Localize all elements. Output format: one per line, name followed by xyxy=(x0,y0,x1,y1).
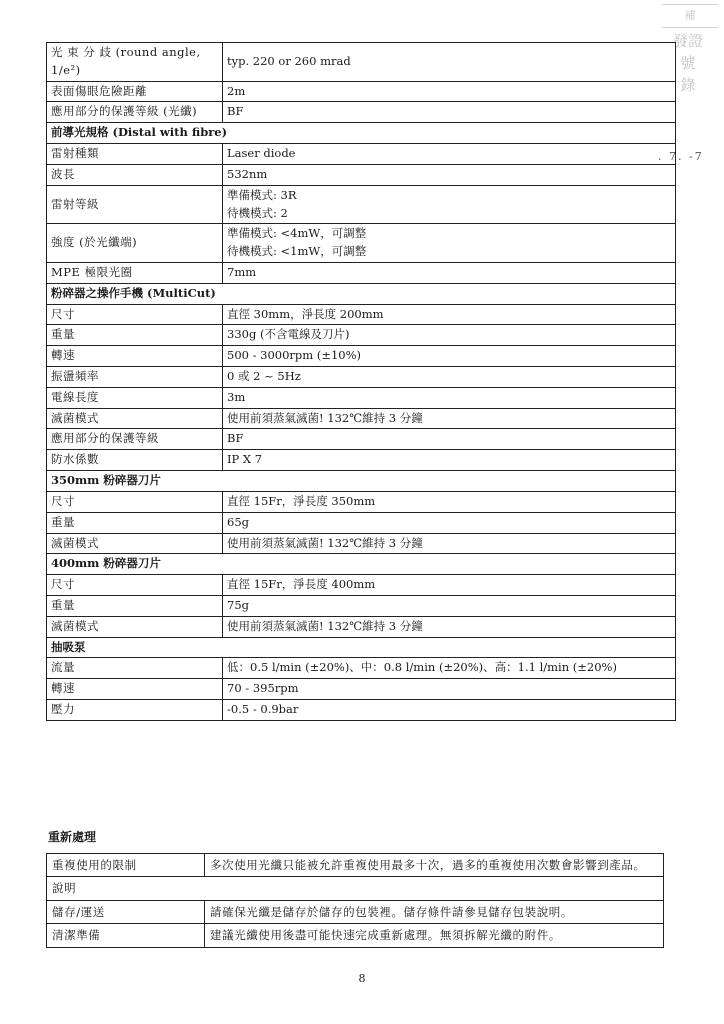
table-row xyxy=(47,450,676,471)
row-value xyxy=(223,224,676,263)
row-value: 使用前須蒸氣滅菌! 132℃維持 3 分鐘 xyxy=(223,616,676,637)
table-row xyxy=(47,877,664,900)
table-row xyxy=(47,81,676,102)
table-row xyxy=(47,164,676,185)
row-label: 說明 xyxy=(47,877,664,900)
table-row xyxy=(47,262,676,283)
row-value: 3m xyxy=(223,387,676,408)
row-value: -0.5 - 0.9bar xyxy=(223,700,676,721)
margin-note: . 7. -7 xyxy=(658,150,704,163)
row-label: 雷射種類 xyxy=(47,144,223,165)
reprocessing-table xyxy=(46,853,664,948)
row-label: 轉速 xyxy=(47,346,223,367)
table-row xyxy=(47,854,664,877)
table-row xyxy=(47,575,676,596)
table-row xyxy=(47,616,676,637)
row-label: 儲存/運送 xyxy=(47,900,205,923)
row-label: 應用部分的保護等級 (光纖) xyxy=(47,102,223,123)
row-value: 500 - 3000rpm (±10%) xyxy=(223,346,676,367)
row-value: 2m xyxy=(223,81,676,102)
row-label: 雷射等級 xyxy=(47,185,223,224)
row-label: 清潔準備 xyxy=(47,924,205,947)
row-value: 直徑 15Fr，淨長度 400mm xyxy=(223,575,676,596)
row-value: 70 - 395rpm xyxy=(223,679,676,700)
table-row xyxy=(47,387,676,408)
row-value-line: 待機模式: 2 xyxy=(227,205,288,220)
table-row xyxy=(47,900,664,923)
row-value: 直徑 30mm，淨長度 200mm xyxy=(223,304,676,325)
table-row xyxy=(47,924,664,947)
row-value: 建議光纖使用後盡可能快速完成重新處理。無須拆解光纖的附件。 xyxy=(205,924,664,947)
row-value-line: 準備模式: 3R xyxy=(227,187,297,202)
row-value: 低：0.5 l/min (±20%)、中：0.8 l/min (±20%)、高：1.1 l/min (±20%) xyxy=(223,658,676,679)
section-title: 粉碎器之操作手機 (MultiCut) xyxy=(47,283,676,304)
row-value: 330g (不含電線及刀片) xyxy=(223,325,676,346)
stamp-top: 補 xyxy=(662,4,718,28)
row-label: 應用部分的保護等級 xyxy=(47,429,223,450)
table-row xyxy=(47,429,676,450)
row-label: 波長 xyxy=(47,164,223,185)
row-label: 滅菌模式 xyxy=(47,616,223,637)
table-row xyxy=(47,43,676,82)
row-value: 0 或 2 ~ 5Hz xyxy=(223,367,676,388)
row-label: 防水係數 xyxy=(47,450,223,471)
row-label: 流量 xyxy=(47,658,223,679)
table-row xyxy=(47,658,676,679)
row-label: 尺寸 xyxy=(47,491,223,512)
section-row xyxy=(47,554,676,575)
row-label: 滅菌模式 xyxy=(47,408,223,429)
row-label: 重量 xyxy=(47,512,223,533)
row-value: 532nm xyxy=(223,164,676,185)
row-value: BF xyxy=(223,102,676,123)
row-label: 表面傷眼危險距離 xyxy=(47,81,223,102)
section-title: 400mm 粉碎器刀片 xyxy=(47,554,676,575)
table-row xyxy=(47,408,676,429)
section-row xyxy=(47,471,676,492)
row-label: MPE 極限光圈 xyxy=(47,262,223,283)
spec-table xyxy=(46,42,676,721)
table-row xyxy=(47,144,676,165)
row-label: 重量 xyxy=(47,325,223,346)
row-label: 壓力 xyxy=(47,700,223,721)
row-value: BF xyxy=(223,429,676,450)
table-row xyxy=(47,102,676,123)
table-row xyxy=(47,224,676,263)
row-value: IP X 7 xyxy=(223,450,676,471)
row-value: 直徑 15Fr，淨長度 350mm xyxy=(223,491,676,512)
row-label: 重量 xyxy=(47,595,223,616)
row-value xyxy=(223,185,676,224)
section-row xyxy=(47,123,676,144)
row-label: 重複使用的限制 xyxy=(47,854,205,877)
table-row xyxy=(47,491,676,512)
row-value: typ. 220 or 260 mrad xyxy=(223,43,676,82)
row-value-line: 準備模式: <4mW，可調整 xyxy=(227,226,367,241)
page-number: 8 xyxy=(358,972,366,985)
row-label: 振盪頻率 xyxy=(47,367,223,388)
table-row xyxy=(47,533,676,554)
table-row xyxy=(47,367,676,388)
row-label: 滅菌模式 xyxy=(47,533,223,554)
table-row xyxy=(47,700,676,721)
section-heading-reprocessing: 重新處理 xyxy=(48,830,97,844)
row-value: 7mm xyxy=(223,262,676,283)
section-row xyxy=(47,283,676,304)
stamp-line: 錄 xyxy=(680,76,696,94)
table-row xyxy=(47,185,676,224)
row-value: 請確保光纖是儲存於儲存的包裝裡。儲存條件請參見儲存包裝說明。 xyxy=(205,900,664,923)
row-value: 75g xyxy=(223,595,676,616)
row-label: 光 束 分 歧 (round angle, 1/e²) xyxy=(47,43,223,82)
row-value: 多次使用光纖只能被允許重複使用最多十次，過多的重複使用次數會影響到產品。 xyxy=(205,854,664,877)
table-row xyxy=(47,325,676,346)
stamp-line: 發證 xyxy=(672,32,703,50)
row-value: 使用前須蒸氣滅菌! 132℃維持 3 分鐘 xyxy=(223,533,676,554)
section-title: 抽吸泵 xyxy=(47,637,676,658)
row-label: 尺寸 xyxy=(47,575,223,596)
table-row xyxy=(47,679,676,700)
section-row xyxy=(47,637,676,658)
row-value: 65g xyxy=(223,512,676,533)
row-label: 電線長度 xyxy=(47,387,223,408)
table-row xyxy=(47,304,676,325)
stamp-line: 號 xyxy=(680,54,696,72)
section-title: 前導光規格 (Distal with fibre) xyxy=(47,123,676,144)
table-row xyxy=(47,595,676,616)
row-value: Laser diode xyxy=(223,144,676,165)
row-value: 使用前須蒸氣滅菌! 132℃維持 3 分鐘 xyxy=(223,408,676,429)
table-row xyxy=(47,346,676,367)
row-value-line: 待機模式: <1mW，可調整 xyxy=(227,244,367,259)
section-title: 350mm 粉碎器刀片 xyxy=(47,471,676,492)
table-row xyxy=(47,512,676,533)
row-label: 尺寸 xyxy=(47,304,223,325)
row-label: 轉速 xyxy=(47,679,223,700)
row-label: 強度 (於光纖端) xyxy=(47,224,223,263)
